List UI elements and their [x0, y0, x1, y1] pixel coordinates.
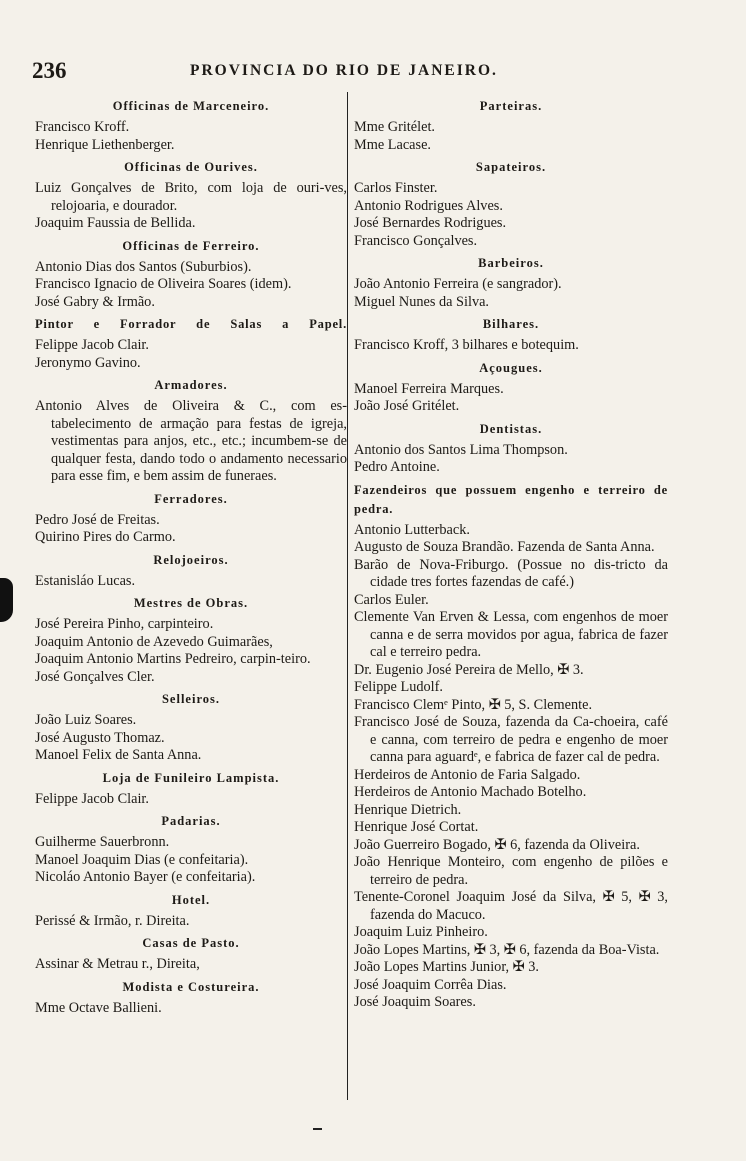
section-heading: Hotel. [171, 892, 211, 907]
directory-entry: Francisco Kroff, 3 bilhares e botequim. [354, 337, 579, 353]
section-heading: Pintor e Forrador de Salas a Papel. [35, 317, 347, 331]
directory-entry: José Bernardes Rodrigues. [354, 215, 507, 231]
page-edge-stain [0, 578, 13, 622]
section-heading: Casas de Pasto. [142, 936, 240, 950]
directory-entry: Henrique Liethenberger. [35, 136, 175, 153]
directory-entry: Antonio Dias dos Santos (Suburbios). [35, 258, 252, 275]
section-relojoeiros [35, 551, 347, 591]
directory-entry: Felippe Ludolf. [354, 679, 443, 695]
directory-entry: João Guerreiro Bogado, ✠ 6, fazenda da Oliveira. [354, 836, 640, 853]
section-mestres-de-obras [35, 594, 347, 686]
section-heading: Dentistas. [479, 421, 543, 436]
directory-entry: João Henrique Monteiro, com engenho de pilões e terreiro de pedra. [354, 854, 668, 888]
directory-entry: Mme Octave Ballieni. [35, 999, 162, 1016]
directory-entry: Tenente-Coronel Joaquim José da Silva, ✠ 5, ✠ 3, fazenda do Macuco. [354, 889, 668, 923]
directory-entry: Manoel Joaquim Dias (e confeitaria). [35, 851, 249, 868]
section-bilhares [354, 315, 668, 355]
section-barbeiros [354, 254, 668, 311]
directory-entry: Guilherme Sauerbronn. [35, 834, 170, 850]
directory-entry: Felippe Jacob Clair. [35, 790, 149, 807]
directory-entry: José Augusto Thomaz. [35, 729, 165, 746]
left-column [35, 93, 347, 1017]
page-header [30, 58, 710, 86]
directory-entry: Mme Gritélet. [354, 119, 435, 135]
directory-entry: Pedro José de Freitas. [35, 511, 160, 528]
section-padarias [35, 812, 347, 887]
section-heading: Bilhares. [482, 317, 540, 331]
section-heading: Officinas de Marceneiro. [112, 99, 270, 113]
section-heading: Sapateiros. [475, 160, 547, 174]
directory-entry: Francisco Clemᵉ Pinto, ✠ 5, S. Clemente. [354, 696, 593, 713]
section-modista-e-costureira [35, 978, 347, 1018]
directory-entry: Assinar & Metrau r., Direita, [35, 956, 200, 972]
section-heading: Selleiros. [161, 692, 221, 706]
directory-entry: Barão de Nova-Friburgo. (Possue no dis-tricto da cidade tres fortes fazendas de café.) [354, 556, 668, 590]
section-heading: Padarias. [161, 814, 221, 828]
directory-entry: Mme Lacase. [354, 136, 432, 153]
directory-entry: Nicoláo Antonio Bayer (e confeitaria). [35, 869, 256, 885]
section-armadores [35, 376, 347, 486]
directory-entry: José Pereira Pinho, carpinteiro. [35, 616, 214, 632]
section-pintor-e-forrador-de-salas-a-papel [35, 315, 347, 372]
right-column [354, 93, 668, 1012]
directory-entry: Antonio Alves de Oliveira & C., com es-tabelecimento de armação para festas de igreja, vestimentas para anjos, etc., etc.; incumbem-se de qualquer festa, dando todo o andamento necessario para esse fim, e bem assim de funeraes. [35, 398, 347, 484]
directory-entry: José Joaquim Soares. [354, 994, 476, 1010]
directory-entry: Manoel Felix de Santa Anna. [35, 747, 202, 763]
directory-entry: João Antonio Ferreira (e sangrador). [354, 276, 562, 292]
directory-entry: Francisco José de Souza, fazenda da Ca-choeira, café e canna, com terreiro de pedra e engenho de moer canna para aguardᵉ, e fabrica de fazer cal de pedra. [354, 714, 668, 765]
directory-entry: Miguel Nunes da Silva. [354, 293, 490, 310]
column-divider [347, 92, 348, 1100]
directory-entry: Augusto de Souza Brandão. Fazenda de Santa Anna. [354, 539, 655, 555]
section-officinas-de-ourives [35, 158, 347, 233]
directory-entry: João Lopes Martins Junior, ✠ 3. [354, 959, 539, 975]
bottom-dash [313, 1128, 322, 1130]
directory-entry: Herdeiros de Antonio Machado Botelho. [354, 784, 587, 800]
section-heading: Fazendeiros que possuem engenho e terreiro de pedra. [354, 482, 668, 516]
directory-entry: João José Gritélet. [354, 398, 460, 414]
section-sapateiros [354, 158, 668, 250]
directory-entry: Herdeiros de Antonio de Faria Salgado. [354, 766, 581, 783]
section-heading: Barbeiros. [478, 256, 544, 270]
directory-entry: Manoel Ferreira Marques. [354, 380, 504, 397]
directory-entry: Carlos Finster. [354, 180, 438, 196]
section-ferradores [35, 490, 347, 547]
page-number: 236 [32, 58, 67, 83]
directory-entry: Francisco Kroff. [35, 119, 130, 135]
section-officinas-de-marceneiro [35, 97, 347, 154]
section-parteiras [354, 97, 668, 154]
directory-entry: Perissé & Irmão, r. Direita. [35, 912, 190, 929]
section-heading: Officinas de Ourives. [124, 160, 258, 174]
directory-entry: Carlos Euler. [354, 591, 429, 608]
directory-entry: Estanisláo Lucas. [35, 572, 136, 589]
section-heading: Officinas de Ferreiro. [122, 238, 260, 253]
directory-entry: Antonio dos Santos Lima Thompson. [354, 441, 568, 458]
directory-entry: Quirino Pires do Carmo. [35, 529, 176, 545]
directory-entry: Henrique José Cortat. [354, 819, 479, 835]
section-selleiros [35, 690, 347, 765]
running-title: PROVINCIA DO RIO DE JANEIRO. [190, 62, 498, 79]
directory-entry: Henrique Dietrich. [354, 801, 462, 818]
section-loja-de-funileiro-lampista [35, 769, 347, 809]
directory-entry: José Gonçalves Cler. [35, 668, 155, 685]
section-casas-de-pasto [35, 934, 347, 974]
directory-entry: Francisco Ignacio de Oliveira Soares (idem). [35, 276, 292, 292]
section-heading: Relojoeiros. [153, 552, 229, 567]
section-heading: Parteiras. [479, 99, 543, 113]
directory-entry: João Lopes Martins, ✠ 3, ✠ 6, fazenda da Boa-Vista. [354, 941, 660, 958]
directory-entry: José Joaquim Corrêa Dias. [354, 976, 507, 993]
section-heading: Açougues. [479, 360, 543, 375]
section-dentistas [354, 420, 668, 477]
directory-entry: Joaquim Faussia de Bellida. [35, 215, 196, 231]
section-heading: Loja de Funileiro Lampista. [102, 770, 280, 785]
directory-entry: José Gabry & Irmão. [35, 293, 155, 310]
directory-entry: Antonio Lutterback. [354, 521, 470, 538]
section-heading: Mestres de Obras. [133, 596, 249, 610]
section-heading: Modista e Costureira. [122, 979, 260, 994]
directory-entry: Luiz Gonçalves de Brito, com loja de ouri-ves, relojoaria, e dourador. [35, 180, 347, 214]
directory-entry: Jeronymo Gavino. [35, 354, 141, 371]
directory-entry: Joaquim Luiz Pinheiro. [354, 924, 488, 940]
section-fazendeiros-que-possuem-engenho-e-terreiro-de-pedra [354, 481, 668, 1012]
directory-entry: Clemente Van Erven & Lessa, com engenhos de moer canna e de serra movidos por agua, fabrica de fazer cal e terreiro pedra. [354, 609, 668, 660]
section-heading: Ferradores. [154, 491, 228, 506]
section-officinas-de-ferreiro [35, 237, 347, 312]
directory-entry: Dr. Eugenio José Pereira de Mello, ✠ 3. [354, 661, 584, 678]
section-hotel [35, 891, 347, 931]
directory-entry: Joaquim Antonio Martins Pedreiro, carpin-teiro. [35, 651, 311, 667]
directory-entry: Joaquim Antonio de Azevedo Guimarães, [35, 633, 273, 650]
directory-entry: Felippe Jacob Clair. [35, 337, 149, 353]
directory-entry: Antonio Rodrigues Alves. [354, 197, 503, 214]
section-heading: Armadores. [154, 378, 228, 392]
section-acougues [354, 359, 668, 416]
directory-entry: João Luiz Soares. [35, 712, 137, 728]
directory-entry: Pedro Antoine. [354, 459, 440, 475]
directory-entry: Francisco Gonçalves. [354, 232, 478, 249]
